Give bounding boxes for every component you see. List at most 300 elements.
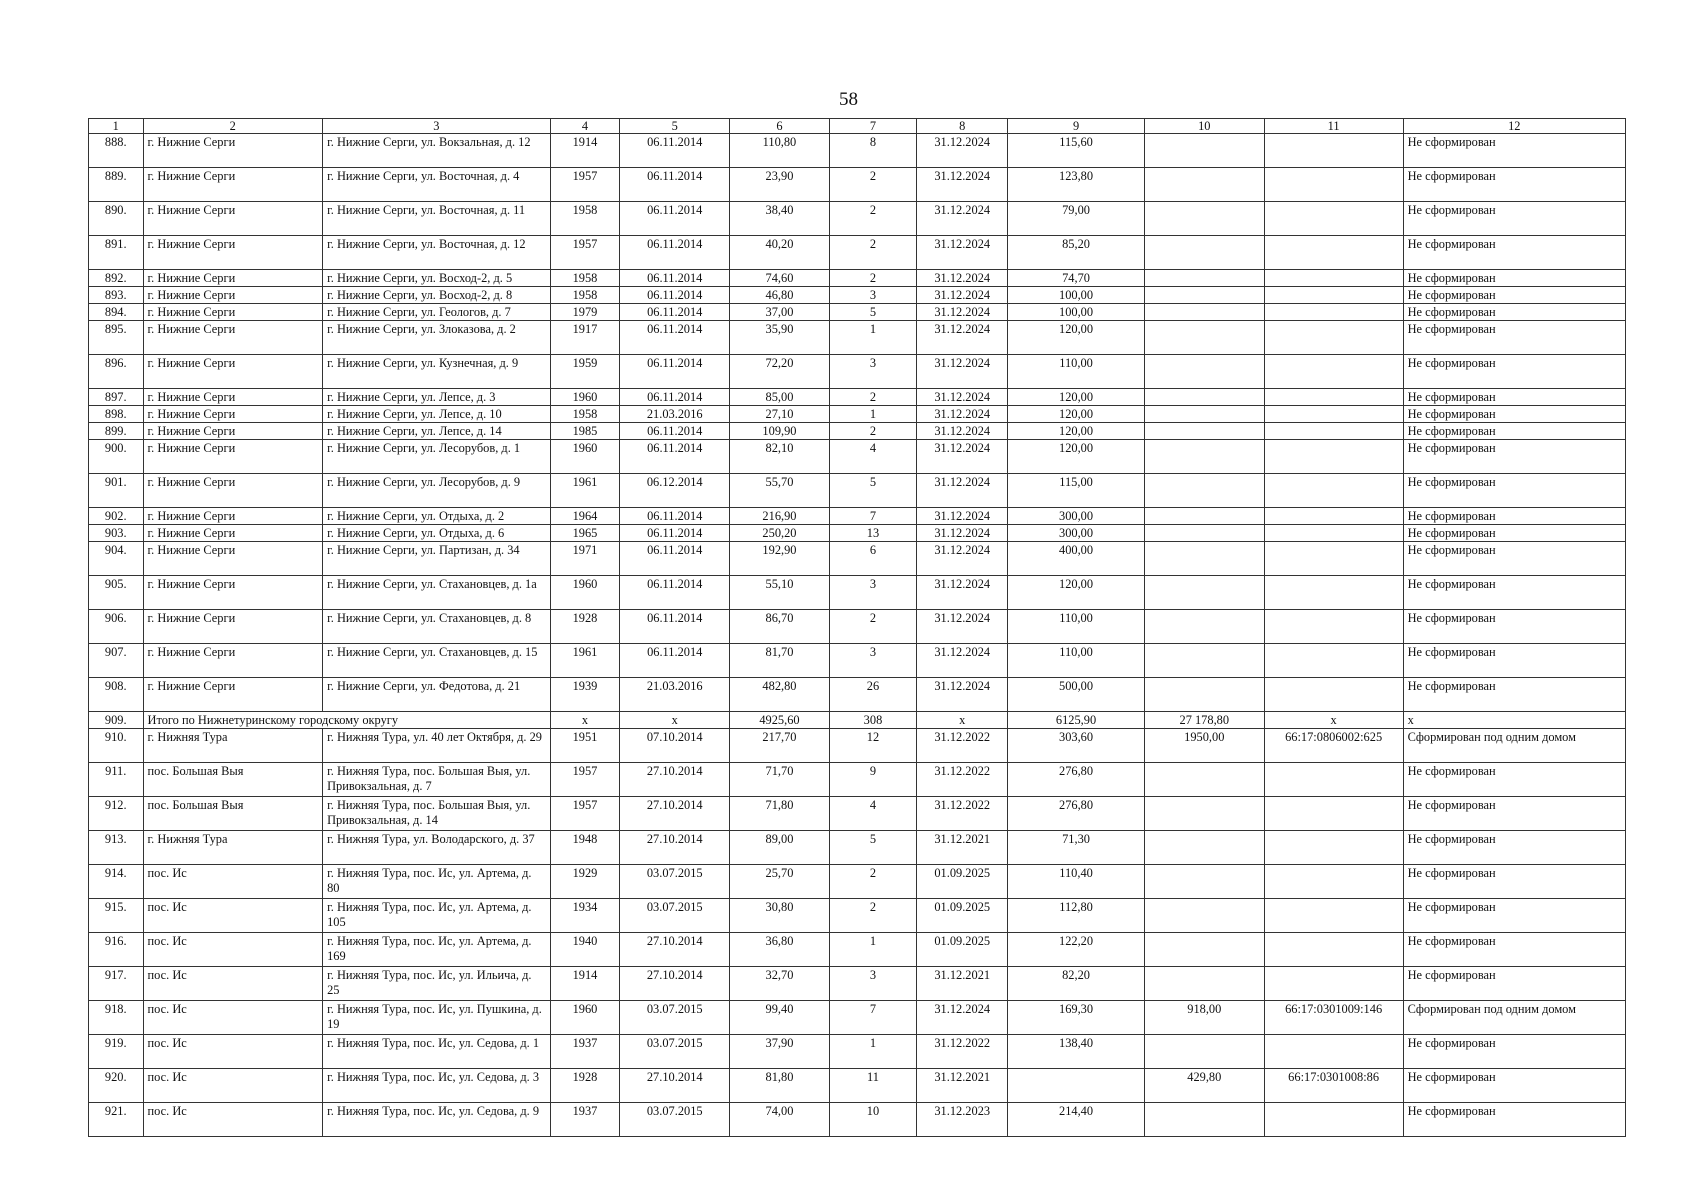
land-status-cell: Не сформирован bbox=[1403, 865, 1625, 899]
year-cell: 1964 bbox=[550, 508, 619, 525]
year-cell: 1961 bbox=[550, 474, 619, 508]
year-cell: 1928 bbox=[550, 610, 619, 644]
table-row bbox=[89, 355, 1626, 389]
cost-cell: 6125,90 bbox=[1008, 712, 1145, 729]
resettlement-deadline-cell: 31.12.2024 bbox=[917, 355, 1008, 389]
land-area-cell bbox=[1144, 542, 1264, 576]
land-area-cell: 918,00 bbox=[1144, 1001, 1264, 1035]
residents-cell: 4 bbox=[829, 797, 917, 831]
table-row bbox=[89, 1069, 1626, 1103]
cost-cell: 71,30 bbox=[1008, 831, 1145, 865]
row-number: 905. bbox=[89, 576, 144, 610]
settlement-cell: пос. Ис bbox=[143, 933, 323, 967]
row-number: 903. bbox=[89, 525, 144, 542]
land-area-cell bbox=[1144, 678, 1264, 712]
year-cell: 1934 bbox=[550, 899, 619, 933]
row-number: 914. bbox=[89, 865, 144, 899]
resettlement-deadline-cell: 31.12.2022 bbox=[917, 797, 1008, 831]
column-header: 5 bbox=[620, 119, 730, 134]
cost-cell: 120,00 bbox=[1008, 576, 1145, 610]
settlement-cell: г. Нижние Серги bbox=[143, 576, 323, 610]
land-area-cell bbox=[1144, 933, 1264, 967]
area-cell: 81,70 bbox=[730, 644, 829, 678]
area-cell: 74,60 bbox=[730, 270, 829, 287]
address-cell: г. Нижние Серги, ул. Отдыха, д. 6 bbox=[323, 525, 551, 542]
address-cell: г. Нижняя Тура, ул. Володарского, д. 37 bbox=[323, 831, 551, 865]
inclusion-date-cell: 06.11.2014 bbox=[620, 168, 730, 202]
table-row bbox=[89, 168, 1626, 202]
table-row bbox=[89, 287, 1626, 304]
land-status-cell: Сформирован под одним домом bbox=[1403, 729, 1625, 763]
resettlement-deadline-cell: 31.12.2024 bbox=[917, 474, 1008, 508]
area-cell: 482,80 bbox=[730, 678, 829, 712]
settlement-cell: г. Нижние Серги bbox=[143, 389, 323, 406]
cost-cell: 400,00 bbox=[1008, 542, 1145, 576]
land-area-cell bbox=[1144, 304, 1264, 321]
settlement-cell: пос. Ис bbox=[143, 1069, 323, 1103]
inclusion-date-cell: 06.11.2014 bbox=[620, 525, 730, 542]
cadastral-number-cell bbox=[1264, 389, 1403, 406]
address-cell: г. Нижняя Тура, пос. Ис, ул. Седова, д. 9 bbox=[323, 1103, 551, 1137]
table-row bbox=[89, 865, 1626, 899]
area-cell: 36,80 bbox=[730, 933, 829, 967]
address-cell: г. Нижние Серги, ул. Стахановцев, д. 8 bbox=[323, 610, 551, 644]
land-status-cell: Не сформирован bbox=[1403, 763, 1625, 797]
inclusion-date-cell: 03.07.2015 bbox=[620, 865, 730, 899]
inclusion-date-cell: 06.11.2014 bbox=[620, 576, 730, 610]
table-row bbox=[89, 1035, 1626, 1069]
table-row bbox=[89, 134, 1626, 168]
cadastral-number-cell bbox=[1264, 321, 1403, 355]
year-cell: 1960 bbox=[550, 440, 619, 474]
row-number: 908. bbox=[89, 678, 144, 712]
resettlement-deadline-cell: 31.12.2024 bbox=[917, 168, 1008, 202]
address-cell: г. Нижние Серги, ул. Восход-2, д. 8 bbox=[323, 287, 551, 304]
year-cell: 1957 bbox=[550, 763, 619, 797]
year-cell: 1958 bbox=[550, 270, 619, 287]
area-cell: 192,90 bbox=[730, 542, 829, 576]
cadastral-number-cell bbox=[1264, 933, 1403, 967]
resettlement-deadline-cell: 31.12.2024 bbox=[917, 389, 1008, 406]
year-cell: 1958 bbox=[550, 202, 619, 236]
cadastral-number-cell bbox=[1264, 423, 1403, 440]
area-cell: 72,20 bbox=[730, 355, 829, 389]
column-header-row bbox=[89, 119, 1626, 134]
address-cell: г. Нижние Серги, ул. Отдыха, д. 2 bbox=[323, 508, 551, 525]
land-area-cell bbox=[1144, 202, 1264, 236]
inclusion-date-cell: 06.11.2014 bbox=[620, 423, 730, 440]
area-cell: 71,70 bbox=[730, 763, 829, 797]
cost-cell: 120,00 bbox=[1008, 440, 1145, 474]
year-cell: 1948 bbox=[550, 831, 619, 865]
land-area-cell bbox=[1144, 508, 1264, 525]
inclusion-date-cell: 06.11.2014 bbox=[620, 236, 730, 270]
land-area-cell: 27 178,80 bbox=[1144, 712, 1264, 729]
resettlement-deadline-cell: 31.12.2024 bbox=[917, 1001, 1008, 1035]
land-status-cell: Не сформирован bbox=[1403, 423, 1625, 440]
column-header: 7 bbox=[829, 119, 917, 134]
table-row bbox=[89, 967, 1626, 1001]
cadastral-number-cell bbox=[1264, 865, 1403, 899]
row-number: 891. bbox=[89, 236, 144, 270]
year-cell: 1961 bbox=[550, 644, 619, 678]
land-area-cell bbox=[1144, 899, 1264, 933]
resettlement-deadline-cell: 31.12.2024 bbox=[917, 287, 1008, 304]
area-cell: 71,80 bbox=[730, 797, 829, 831]
land-area-cell bbox=[1144, 865, 1264, 899]
address-cell: г. Нижняя Тура, пос. Ис, ул. Ильича, д. 25 bbox=[323, 967, 551, 1001]
cost-cell: 214,40 bbox=[1008, 1103, 1145, 1137]
land-status-cell: Не сформирован bbox=[1403, 1035, 1625, 1069]
residents-cell: 2 bbox=[829, 610, 917, 644]
table-row bbox=[89, 933, 1626, 967]
residents-cell: 3 bbox=[829, 576, 917, 610]
row-number: 910. bbox=[89, 729, 144, 763]
address-cell: г. Нижние Серги, ул. Восточная, д. 4 bbox=[323, 168, 551, 202]
land-status-cell: x bbox=[1403, 712, 1625, 729]
land-status-cell: Не сформирован bbox=[1403, 1069, 1625, 1103]
row-number: 920. bbox=[89, 1069, 144, 1103]
residents-cell: 1 bbox=[829, 321, 917, 355]
resettlement-deadline-cell: 01.09.2025 bbox=[917, 899, 1008, 933]
area-cell: 55,70 bbox=[730, 474, 829, 508]
cadastral-number-cell: x bbox=[1264, 712, 1403, 729]
area-cell: 110,80 bbox=[730, 134, 829, 168]
cadastral-number-cell bbox=[1264, 134, 1403, 168]
residents-cell: 2 bbox=[829, 168, 917, 202]
table-row bbox=[89, 763, 1626, 797]
cost-cell: 100,00 bbox=[1008, 304, 1145, 321]
residents-cell: 308 bbox=[829, 712, 917, 729]
address-cell: г. Нижняя Тура, пос. Ис, ул. Артема, д. 105 bbox=[323, 899, 551, 933]
land-status-cell: Не сформирован bbox=[1403, 321, 1625, 355]
column-header: 2 bbox=[143, 119, 323, 134]
land-status-cell: Не сформирован bbox=[1403, 355, 1625, 389]
year-cell: 1957 bbox=[550, 797, 619, 831]
cost-cell: 169,30 bbox=[1008, 1001, 1145, 1035]
cost-cell: 122,20 bbox=[1008, 933, 1145, 967]
row-number: 894. bbox=[89, 304, 144, 321]
area-cell: 85,00 bbox=[730, 389, 829, 406]
year-cell: 1960 bbox=[550, 576, 619, 610]
resettlement-deadline-cell: 31.12.2024 bbox=[917, 270, 1008, 287]
residents-cell: 7 bbox=[829, 508, 917, 525]
settlement-cell: пос. Ис bbox=[143, 1035, 323, 1069]
table-row bbox=[89, 729, 1626, 763]
residents-cell: 2 bbox=[829, 389, 917, 406]
land-area-cell bbox=[1144, 763, 1264, 797]
settlement-cell: г. Нижние Серги bbox=[143, 525, 323, 542]
land-status-cell: Не сформирован bbox=[1403, 440, 1625, 474]
cost-cell: 276,80 bbox=[1008, 797, 1145, 831]
settlement-cell: г. Нижние Серги bbox=[143, 287, 323, 304]
column-header: 9 bbox=[1008, 119, 1145, 134]
row-number: 919. bbox=[89, 1035, 144, 1069]
address-cell: г. Нижняя Тура, пос. Ис, ул. Артема, д. 169 bbox=[323, 933, 551, 967]
land-status-cell: Не сформирован bbox=[1403, 202, 1625, 236]
cost-cell: 276,80 bbox=[1008, 763, 1145, 797]
inclusion-date-cell: 06.11.2014 bbox=[620, 202, 730, 236]
year-cell: 1917 bbox=[550, 321, 619, 355]
cost-cell: 120,00 bbox=[1008, 321, 1145, 355]
area-cell: 74,00 bbox=[730, 1103, 829, 1137]
settlement-cell: пос. Ис bbox=[143, 967, 323, 1001]
resettlement-deadline-cell: 31.12.2024 bbox=[917, 236, 1008, 270]
residents-cell: 2 bbox=[829, 423, 917, 440]
address-cell: г. Нижние Серги, ул. Кузнечная, д. 9 bbox=[323, 355, 551, 389]
land-status-cell: Не сформирован bbox=[1403, 270, 1625, 287]
resettlement-deadline-cell: 31.12.2021 bbox=[917, 1069, 1008, 1103]
land-area-cell bbox=[1144, 610, 1264, 644]
residents-cell: 11 bbox=[829, 1069, 917, 1103]
area-cell: 27,10 bbox=[730, 406, 829, 423]
address-cell: г. Нижняя Тура, пос. Ис, ул. Артема, д. 80 bbox=[323, 865, 551, 899]
area-cell: 4925,60 bbox=[730, 712, 829, 729]
cadastral-number-cell bbox=[1264, 525, 1403, 542]
row-number: 889. bbox=[89, 168, 144, 202]
page-number: 58 bbox=[839, 89, 858, 110]
cadastral-number-cell: 66:17:0301009:146 bbox=[1264, 1001, 1403, 1035]
resettlement-deadline-cell: 31.12.2022 bbox=[917, 729, 1008, 763]
resettlement-deadline-cell: 31.12.2024 bbox=[917, 134, 1008, 168]
cadastral-number-cell bbox=[1264, 508, 1403, 525]
table-row bbox=[89, 525, 1626, 542]
table-row bbox=[89, 831, 1626, 865]
table-row bbox=[89, 576, 1626, 610]
cadastral-number-cell bbox=[1264, 763, 1403, 797]
cadastral-number-cell bbox=[1264, 899, 1403, 933]
settlement-cell: г. Нижние Серги bbox=[143, 440, 323, 474]
area-cell: 38,40 bbox=[730, 202, 829, 236]
cost-cell: 138,40 bbox=[1008, 1035, 1145, 1069]
resettlement-deadline-cell: 31.12.2024 bbox=[917, 542, 1008, 576]
row-number: 897. bbox=[89, 389, 144, 406]
resettlement-deadline-cell: 31.12.2024 bbox=[917, 610, 1008, 644]
cadastral-number-cell bbox=[1264, 287, 1403, 304]
settlement-cell: г. Нижние Серги bbox=[143, 508, 323, 525]
row-number: 898. bbox=[89, 406, 144, 423]
table-row bbox=[89, 270, 1626, 287]
row-number: 904. bbox=[89, 542, 144, 576]
settlement-cell: г. Нижние Серги bbox=[143, 423, 323, 440]
area-cell: 35,90 bbox=[730, 321, 829, 355]
settlement-cell: г. Нижние Серги bbox=[143, 321, 323, 355]
table-row bbox=[89, 440, 1626, 474]
land-area-cell bbox=[1144, 525, 1264, 542]
resettlement-deadline-cell: 31.12.2024 bbox=[917, 576, 1008, 610]
inclusion-date-cell: 06.11.2014 bbox=[620, 304, 730, 321]
land-status-cell: Не сформирован bbox=[1403, 610, 1625, 644]
settlement-cell: г. Нижняя Тура bbox=[143, 831, 323, 865]
settlement-cell: г. Нижние Серги bbox=[143, 644, 323, 678]
land-area-cell bbox=[1144, 1103, 1264, 1137]
settlement-cell: г. Нижние Серги bbox=[143, 236, 323, 270]
residents-cell: 6 bbox=[829, 542, 917, 576]
settlement-cell: г. Нижняя Тура bbox=[143, 729, 323, 763]
address-cell: г. Нижние Серги, ул. Восточная, д. 11 bbox=[323, 202, 551, 236]
address-cell: г. Нижние Серги, ул. Лесорубов, д. 1 bbox=[323, 440, 551, 474]
settlement-cell: г. Нижние Серги bbox=[143, 270, 323, 287]
year-cell: 1928 bbox=[550, 1069, 619, 1103]
table-row bbox=[89, 1103, 1626, 1137]
inclusion-date-cell: 06.11.2014 bbox=[620, 440, 730, 474]
cost-cell: 110,00 bbox=[1008, 610, 1145, 644]
cost-cell: 303,60 bbox=[1008, 729, 1145, 763]
total-row bbox=[89, 712, 1626, 729]
cadastral-number-cell: 66:17:0301008:86 bbox=[1264, 1069, 1403, 1103]
land-area-cell bbox=[1144, 287, 1264, 304]
column-header: 10 bbox=[1144, 119, 1264, 134]
cadastral-number-cell bbox=[1264, 304, 1403, 321]
cadastral-number-cell bbox=[1264, 236, 1403, 270]
resettlement-deadline-cell: 31.12.2021 bbox=[917, 967, 1008, 1001]
row-number: 917. bbox=[89, 967, 144, 1001]
cost-cell: 79,00 bbox=[1008, 202, 1145, 236]
year-cell: 1959 bbox=[550, 355, 619, 389]
cadastral-number-cell bbox=[1264, 440, 1403, 474]
address-cell: г. Нижние Серги, ул. Злоказова, д. 2 bbox=[323, 321, 551, 355]
row-number: 902. bbox=[89, 508, 144, 525]
land-status-cell: Не сформирован bbox=[1403, 542, 1625, 576]
row-number: 893. bbox=[89, 287, 144, 304]
address-cell: г. Нижняя Тура, пос. Ис, ул. Пушкина, д. 19 bbox=[323, 1001, 551, 1035]
residents-cell: 2 bbox=[829, 865, 917, 899]
cost-cell bbox=[1008, 1069, 1145, 1103]
inclusion-date-cell: 06.11.2014 bbox=[620, 355, 730, 389]
column-header: 4 bbox=[550, 119, 619, 134]
year-cell: 1965 bbox=[550, 525, 619, 542]
table-row bbox=[89, 1001, 1626, 1035]
land-area-cell bbox=[1144, 389, 1264, 406]
inclusion-date-cell: 06.11.2014 bbox=[620, 644, 730, 678]
year-cell: 1914 bbox=[550, 134, 619, 168]
inclusion-date-cell: 27.10.2014 bbox=[620, 831, 730, 865]
address-cell: г. Нижняя Тура, ул. 40 лет Октября, д. 29 bbox=[323, 729, 551, 763]
cost-cell: 115,60 bbox=[1008, 134, 1145, 168]
year-cell: 1940 bbox=[550, 933, 619, 967]
housing-table bbox=[88, 118, 1626, 1137]
land-status-cell: Не сформирован bbox=[1403, 644, 1625, 678]
settlement-cell: г. Нижние Серги bbox=[143, 304, 323, 321]
table-row bbox=[89, 644, 1626, 678]
address-cell: г. Нижняя Тура, пос. Ис, ул. Седова, д. 3 bbox=[323, 1069, 551, 1103]
land-status-cell: Не сформирован bbox=[1403, 797, 1625, 831]
table-row bbox=[89, 406, 1626, 423]
address-cell: г. Нижняя Тура, пос. Большая Выя, ул. Привокзальная, д. 7 bbox=[323, 763, 551, 797]
land-status-cell: Не сформирован bbox=[1403, 236, 1625, 270]
area-cell: 46,80 bbox=[730, 287, 829, 304]
land-status-cell: Не сформирован bbox=[1403, 474, 1625, 508]
area-cell: 37,00 bbox=[730, 304, 829, 321]
settlement-cell: г. Нижние Серги bbox=[143, 168, 323, 202]
address-cell: г. Нижние Серги, ул. Лепсе, д. 3 bbox=[323, 389, 551, 406]
area-cell: 32,70 bbox=[730, 967, 829, 1001]
cadastral-number-cell bbox=[1264, 355, 1403, 389]
address-cell: г. Нижние Серги, ул. Федотова, д. 21 bbox=[323, 678, 551, 712]
inclusion-date-cell: 06.11.2014 bbox=[620, 134, 730, 168]
inclusion-date-cell: 03.07.2015 bbox=[620, 1103, 730, 1137]
row-number: 892. bbox=[89, 270, 144, 287]
residents-cell: 1 bbox=[829, 1035, 917, 1069]
cost-cell: 100,00 bbox=[1008, 287, 1145, 304]
residents-cell: 3 bbox=[829, 644, 917, 678]
settlement-cell: г. Нижние Серги bbox=[143, 202, 323, 236]
cadastral-number-cell bbox=[1264, 474, 1403, 508]
year-cell: 1937 bbox=[550, 1035, 619, 1069]
inclusion-date-cell: 06.11.2014 bbox=[620, 542, 730, 576]
table-row bbox=[89, 542, 1626, 576]
land-area-cell bbox=[1144, 134, 1264, 168]
settlement-cell: пос. Большая Выя bbox=[143, 763, 323, 797]
row-number: 900. bbox=[89, 440, 144, 474]
address-cell: г. Нижние Серги, ул. Восход-2, д. 5 bbox=[323, 270, 551, 287]
table-row bbox=[89, 610, 1626, 644]
row-number: 896. bbox=[89, 355, 144, 389]
address-cell: г. Нижние Серги, ул. Восточная, д. 12 bbox=[323, 236, 551, 270]
row-number: 888. bbox=[89, 134, 144, 168]
area-cell: 30,80 bbox=[730, 899, 829, 933]
residents-cell: 1 bbox=[829, 406, 917, 423]
land-status-cell: Не сформирован bbox=[1403, 967, 1625, 1001]
inclusion-date-cell: 06.11.2014 bbox=[620, 287, 730, 304]
residents-cell: 12 bbox=[829, 729, 917, 763]
area-cell: 82,10 bbox=[730, 440, 829, 474]
year-cell: 1951 bbox=[550, 729, 619, 763]
cost-cell: 300,00 bbox=[1008, 508, 1145, 525]
residents-cell: 8 bbox=[829, 134, 917, 168]
resettlement-deadline-cell: 31.12.2024 bbox=[917, 406, 1008, 423]
cost-cell: 120,00 bbox=[1008, 423, 1145, 440]
inclusion-date-cell: 06.11.2014 bbox=[620, 508, 730, 525]
land-area-cell bbox=[1144, 168, 1264, 202]
land-area-cell bbox=[1144, 576, 1264, 610]
row-number: 899. bbox=[89, 423, 144, 440]
cost-cell: 115,00 bbox=[1008, 474, 1145, 508]
year-cell: 1914 bbox=[550, 967, 619, 1001]
row-number: 909. bbox=[89, 712, 144, 729]
cost-cell: 110,00 bbox=[1008, 355, 1145, 389]
table-row bbox=[89, 508, 1626, 525]
residents-cell: 3 bbox=[829, 287, 917, 304]
column-header: 3 bbox=[323, 119, 551, 134]
inclusion-date-cell: 27.10.2014 bbox=[620, 1069, 730, 1103]
cost-cell: 110,40 bbox=[1008, 865, 1145, 899]
table-row bbox=[89, 678, 1626, 712]
land-status-cell: Не сформирован bbox=[1403, 678, 1625, 712]
land-status-cell: Не сформирован bbox=[1403, 508, 1625, 525]
cost-cell: 120,00 bbox=[1008, 389, 1145, 406]
row-number: 901. bbox=[89, 474, 144, 508]
land-status-cell: Не сформирован bbox=[1403, 287, 1625, 304]
column-header: 12 bbox=[1403, 119, 1625, 134]
address-cell: г. Нижняя Тура, пос. Ис, ул. Седова, д. 1 bbox=[323, 1035, 551, 1069]
settlement-cell: г. Нижние Серги bbox=[143, 610, 323, 644]
area-cell: 23,90 bbox=[730, 168, 829, 202]
inclusion-date-cell: 27.10.2014 bbox=[620, 763, 730, 797]
year-cell: 1929 bbox=[550, 865, 619, 899]
settlement-cell: г. Нижние Серги bbox=[143, 406, 323, 423]
row-number: 895. bbox=[89, 321, 144, 355]
residents-cell: 2 bbox=[829, 236, 917, 270]
inclusion-date-cell: 03.07.2015 bbox=[620, 899, 730, 933]
cadastral-number-cell: 66:17:0806002:625 bbox=[1264, 729, 1403, 763]
area-cell: 40,20 bbox=[730, 236, 829, 270]
cadastral-number-cell bbox=[1264, 1103, 1403, 1137]
land-area-cell bbox=[1144, 644, 1264, 678]
address-cell: г. Нижние Серги, ул. Лесорубов, д. 9 bbox=[323, 474, 551, 508]
land-status-cell: Не сформирован bbox=[1403, 1103, 1625, 1137]
land-status-cell: Не сформирован bbox=[1403, 576, 1625, 610]
